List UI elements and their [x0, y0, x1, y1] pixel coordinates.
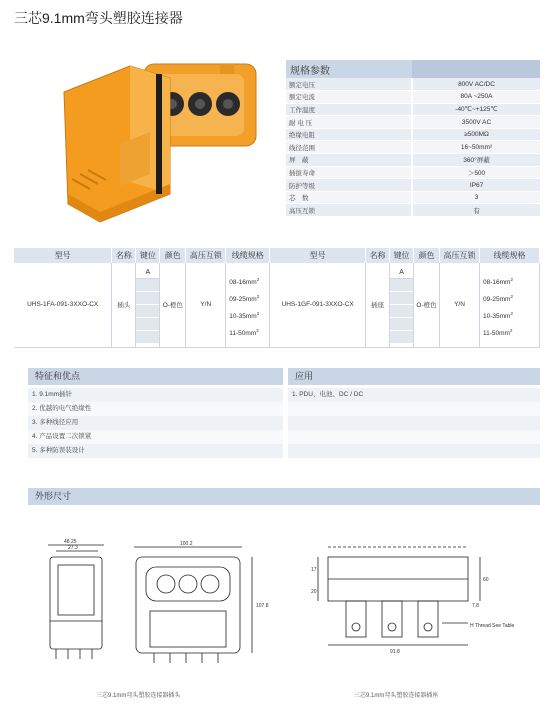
spec-key: 额定电流 — [286, 91, 412, 104]
col-hvil: 高压互锁 — [440, 248, 480, 263]
cable-spec: $09-25mm^2$ — [482, 293, 513, 303]
dim-label: 107.8 — [256, 603, 269, 609]
spec-value: -40℃~+125℃ — [412, 103, 540, 116]
spec-row — [286, 78, 540, 91]
spec-key: 高压互锁 — [286, 204, 412, 217]
spec-key: 防护等级 — [286, 179, 412, 192]
application-item: 1. PDU、电池、DC / DC — [288, 388, 540, 402]
spec-row — [286, 141, 540, 154]
spec-row — [286, 154, 540, 167]
spec-row — [286, 116, 540, 129]
spec-header: 规格参数 — [286, 60, 412, 78]
feature-item: 4. 产品设置二次锁紧 — [28, 430, 283, 444]
application-item — [288, 430, 540, 444]
application-item — [288, 416, 540, 430]
spec-key: 线径范围 — [286, 141, 412, 154]
col-hvil: 高压互锁 — [186, 248, 226, 263]
features-title: 特征和优点 — [28, 368, 283, 385]
plug-side-view — [48, 545, 104, 659]
cable-spec: $11-50mm^2$ — [482, 327, 513, 337]
features-list — [28, 388, 283, 458]
dim-label: 100.2 — [180, 541, 193, 547]
cable-spec: $08-16mm^2$ — [482, 276, 513, 286]
spec-value: 3 — [412, 191, 540, 204]
spec-value: 3500V AC — [412, 116, 540, 129]
spec-row — [286, 179, 540, 192]
col-color: 颜色 — [160, 248, 186, 263]
spec-value: 16~50mm² — [412, 141, 540, 154]
col-name: 名称 — [112, 248, 136, 263]
dim-label: 48.25 — [64, 539, 77, 545]
spec-key: 插拔寿命 — [286, 166, 412, 179]
dim-label: 17 — [311, 567, 317, 573]
cable-spec: $11-50mm^2$ — [229, 327, 259, 337]
plug-caption: 三芯9.1mm弯头塑胶连接器插头 — [96, 693, 181, 699]
col-model: 型号 — [270, 248, 366, 263]
socket-view — [318, 547, 480, 645]
feature-item: 5. 多种防误装设计 — [28, 444, 283, 458]
order-name: 插座 — [366, 263, 390, 347]
dim-label: 20 — [311, 589, 317, 595]
spec-value: 有 — [412, 204, 540, 217]
feature-item: 1. 9.1mm插针 — [28, 388, 283, 402]
applications-title: 应用 — [288, 368, 540, 385]
product-image — [60, 44, 270, 229]
dimensions-title: 外形尺寸 — [28, 488, 540, 505]
cable-spec: $09-25mm^2$ — [229, 293, 260, 303]
col-cable: 线缆规格 — [226, 248, 270, 263]
key-cells — [390, 266, 413, 344]
spec-key: 耐 电 压 — [286, 116, 412, 129]
order-color: O-橙色 — [414, 263, 440, 347]
spec-table — [286, 60, 540, 217]
spec-value: 360°屏蔽 — [412, 154, 540, 167]
dimension-drawings — [28, 535, 540, 685]
col-model: 型号 — [14, 248, 112, 263]
col-key: 键位 — [390, 248, 414, 263]
spec-row — [286, 204, 540, 217]
spec-value: IP67 — [412, 179, 540, 192]
spec-key: 芯 数 — [286, 191, 412, 204]
key-cells — [136, 266, 159, 344]
socket-caption: 三芯9.1mm弯头塑胶连接器插座 — [354, 693, 439, 699]
spec-row — [286, 91, 540, 104]
col-cable: 线缆规格 — [479, 248, 539, 263]
dim-label: 91.8 — [390, 649, 400, 655]
feature-item: 2. 优越的电气绝缘性 — [28, 402, 283, 416]
spec-row — [286, 128, 540, 141]
cable-spec: $08-16mm^2$ — [229, 276, 260, 286]
spec-key: 绝缘电阻 — [286, 128, 412, 141]
cable-list — [226, 271, 269, 339]
plug-front-view — [134, 547, 252, 663]
order-model: UHS-1GF-091-3XXO-CX — [270, 263, 366, 347]
cable-spec: $10-35mm^2$ — [229, 310, 260, 320]
spec-value: ＞500 — [412, 166, 540, 179]
order-name: 插头 — [112, 263, 136, 347]
cable-list — [480, 271, 539, 339]
col-name: 名称 — [366, 248, 390, 263]
spec-row — [286, 103, 540, 116]
applications-list — [288, 388, 540, 458]
application-item — [288, 444, 540, 458]
order-model: UHS-1FA-091-3XXO-CX — [14, 263, 112, 347]
order-table — [14, 248, 540, 348]
spec-row — [286, 191, 540, 204]
key-value: A — [390, 266, 413, 279]
spec-value: ≥500MΩ — [412, 128, 540, 141]
spec-value: 800V AC/DC — [412, 78, 540, 91]
spec-key: 屏 蔽 — [286, 154, 412, 167]
cable-spec: $10-35mm^2$ — [482, 310, 513, 320]
spec-key: 额定电压 — [286, 78, 412, 91]
dim-label: 27.3 — [68, 545, 78, 551]
spec-value: 80A ~250A — [412, 91, 540, 104]
col-color: 颜色 — [414, 248, 440, 263]
spec-row — [286, 166, 540, 179]
feature-item: 3. 多种线径应用 — [28, 416, 283, 430]
application-item — [288, 402, 540, 416]
col-key: 键位 — [136, 248, 160, 263]
order-hvil: Y/N — [440, 263, 480, 347]
spec-key: 工作温度 — [286, 103, 412, 116]
order-color: O-橙色 — [160, 263, 186, 347]
plug-illustration — [64, 66, 170, 222]
dim-label: 7.8 — [472, 603, 479, 609]
dim-label: 60 — [483, 577, 489, 583]
key-value: A — [136, 266, 159, 279]
order-hvil: Y/N — [186, 263, 226, 347]
page-title: 三芯9.1mm弯头塑胶连接器 — [14, 10, 183, 26]
dim-label: H Thread See Table — [470, 623, 515, 629]
